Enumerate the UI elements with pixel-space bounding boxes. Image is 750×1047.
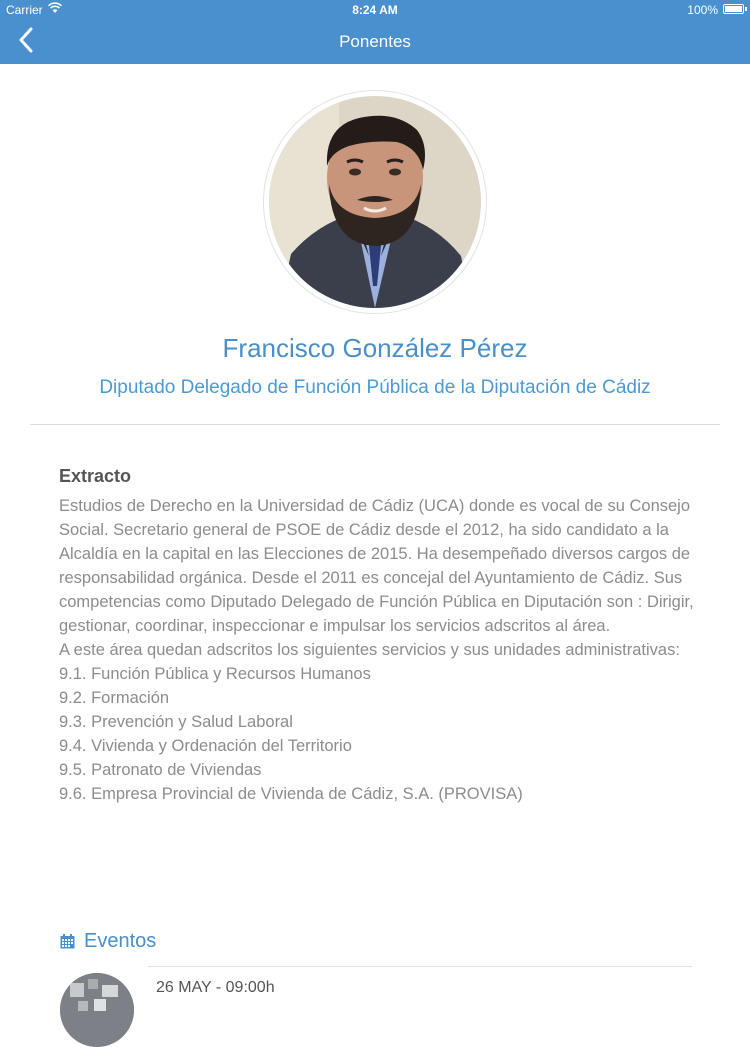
speaker-role: Diputado Delegado de Función Pública de la Diputación de Cádiz — [99, 377, 651, 398]
page-title: Ponentes — [339, 32, 411, 51]
clock: 8:24 AM — [352, 3, 398, 17]
extract-paragraph: 9.1. Función Pública y Recursos Humanos — [59, 665, 371, 683]
speaker-name: Francisco González Pérez — [222, 333, 528, 363]
extract-paragraph: Estudios de Derecho en la Universidad de Cádiz (UCA) donde es vocal de su Consejo Social. Secretario general de PSOE de Cádiz desde el 2012, ha sido candidato a la Alcaldía en la capital en las Elecciones de 2015. Ha desempeñado diversos cargos de responsabilidad orgánica. Desde el 2011 es concejal del Ayuntamiento de Cádiz. Sus competencias como Diputado Delegado de Función Pública en Diputación son : Dirigir, gestionar, coordinar, inspeccionar e impulsar los servicios adscritos al área. — [59, 497, 694, 635]
extract-paragraph: A este área quedan adscritos los siguientes servicios y sus unidades administrativas: — [59, 641, 680, 659]
events-divider — [148, 966, 692, 967]
events-title: Eventos — [84, 930, 157, 952]
speaker-photo — [269, 96, 481, 308]
calendar-icon — [60, 934, 75, 949]
status-bar — [0, 0, 750, 20]
battery-percentage: 100% — [687, 3, 718, 17]
portrait-illustration — [269, 96, 481, 308]
extract-title: Extracto — [59, 466, 132, 486]
event-date[interactable]: 26 MAY - 09:00h — [156, 979, 275, 996]
extract-paragraph: 9.5. Patronato de Viviendas — [59, 761, 262, 779]
extract-paragraph: 9.6. Empresa Provincial de Vivienda de Cádiz, S.A. (PROVISA) — [59, 785, 523, 803]
event-image — [60, 973, 134, 1047]
event-thumbnail[interactable] — [60, 973, 134, 1047]
extract-paragraph: 9.4. Vivienda y Ordenación del Territorio — [59, 737, 352, 755]
section-divider — [30, 424, 720, 425]
extract-body — [59, 494, 699, 806]
extract-paragraph: 9.3. Prevención y Salud Laboral — [59, 713, 293, 731]
battery-icon — [723, 4, 744, 14]
carrier-label: Carrier — [6, 3, 43, 17]
battery-tip — [745, 7, 747, 11]
extract-paragraph: 9.2. Formación — [59, 689, 170, 707]
navigation-bar — [0, 0, 750, 64]
